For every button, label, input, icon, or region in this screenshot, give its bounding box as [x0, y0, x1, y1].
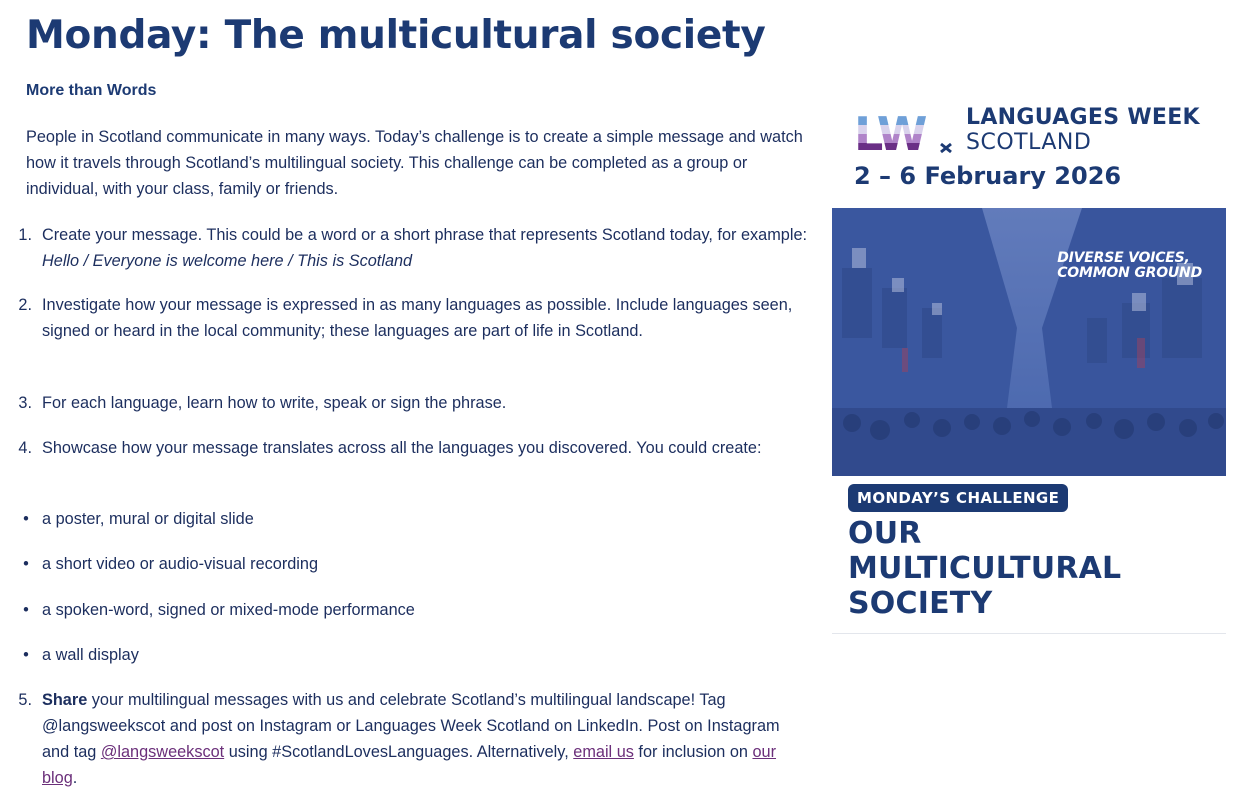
street-crowd-image	[832, 208, 1226, 476]
bullet-marker: •	[23, 510, 29, 528]
intro-paragraph: People in Scotland communicate in many ways. Today’s challenge is to create a simple message and watch how it travels through Scotland’s multilingual society. This challenge can be completed as a group or individual, with your class, family or friends.	[26, 128, 803, 198]
step-number: 5.	[18, 691, 32, 709]
step-text: .	[72, 769, 78, 787]
street-crowd-photo	[832, 208, 1226, 476]
step-text: Create your message. This could be a word or a short phrase that represents Scotland today, for example:	[42, 226, 808, 244]
section-subheading: More than Words	[26, 82, 157, 99]
event-dates: 2 – 6 February 2026	[854, 162, 1122, 190]
caption-line-2: COMMON GROUND	[1057, 265, 1202, 281]
bullet-marker: •	[23, 646, 29, 664]
brand-subtitle: SCOTLAND	[966, 130, 1092, 155]
step-number: 3.	[18, 394, 32, 412]
list-item-text: a spoken-word, signed or mixed-mode performance	[42, 601, 415, 619]
step-5	[18, 687, 811, 791]
share-emphasis: Share	[42, 691, 88, 709]
step-text: your multilingual messages with us and celebrate Scotland’s multilingual landscape! Tag @langsweekscot and post on Instagram or Languages Week Scotland on LinkedIn. Post on Instagram and tag	[42, 691, 780, 761]
divider	[832, 633, 1226, 634]
challenge-title	[848, 516, 1121, 621]
step-text: Investigate how your message is expressed in as many languages as possible. Include languages seen, signed or heard in the local community; these languages are part of life in Scotland.	[42, 296, 793, 340]
languages-week-logo	[854, 106, 1226, 154]
challenge-badge: MONDAY’S CHALLENGE	[848, 484, 1068, 512]
list-item-text: a wall display	[42, 646, 139, 664]
step-2	[18, 292, 811, 344]
list-item	[23, 506, 811, 532]
step-text: using #ScotlandLovesLanguages. Alternatively,	[224, 743, 574, 761]
our-blog-link[interactable]: our blog	[42, 743, 777, 787]
step-example: Hello / Everyone is welcome here / This is Scotland	[42, 252, 413, 270]
step-text: For each language, learn how to write, speak or sign the phrase.	[42, 394, 507, 412]
challenge-title-line-3: SOCIETY	[848, 586, 993, 621]
list-item-text: a short video or audio-visual recording	[42, 555, 319, 573]
lw-logo-icon	[854, 106, 958, 154]
saltire-icon	[941, 144, 951, 152]
step-3	[18, 390, 811, 416]
step-number: 1.	[18, 226, 32, 244]
caption-line-1: DIVERSE VOICES,	[1057, 250, 1190, 266]
step-4	[18, 435, 811, 461]
challenge-title-line-1: OUR	[848, 516, 922, 551]
step-1	[18, 222, 811, 274]
list-item	[23, 551, 811, 577]
challenge-title-line-2: MULTICULTURAL	[848, 551, 1122, 586]
list-item	[23, 597, 811, 623]
bullet-marker: •	[23, 555, 29, 573]
instagram-handle-link[interactable]: @langsweekscot	[100, 743, 225, 761]
step-number: 2.	[18, 296, 32, 314]
list-item-text: a poster, mural or digital slide	[42, 510, 254, 528]
page-title: Monday: The multicultural society	[26, 13, 766, 58]
step-text: Showcase how your message translates across all the languages you discovered. You could create:	[42, 439, 762, 457]
step-number: 4.	[18, 439, 32, 457]
photo-caption	[1057, 251, 1202, 281]
brand-name: LANGUAGES WEEK	[966, 105, 1200, 130]
email-us-link[interactable]: email us	[573, 743, 634, 761]
bullet-marker: •	[23, 601, 29, 619]
step-text: for inclusion on	[633, 743, 753, 761]
list-item	[23, 642, 811, 668]
